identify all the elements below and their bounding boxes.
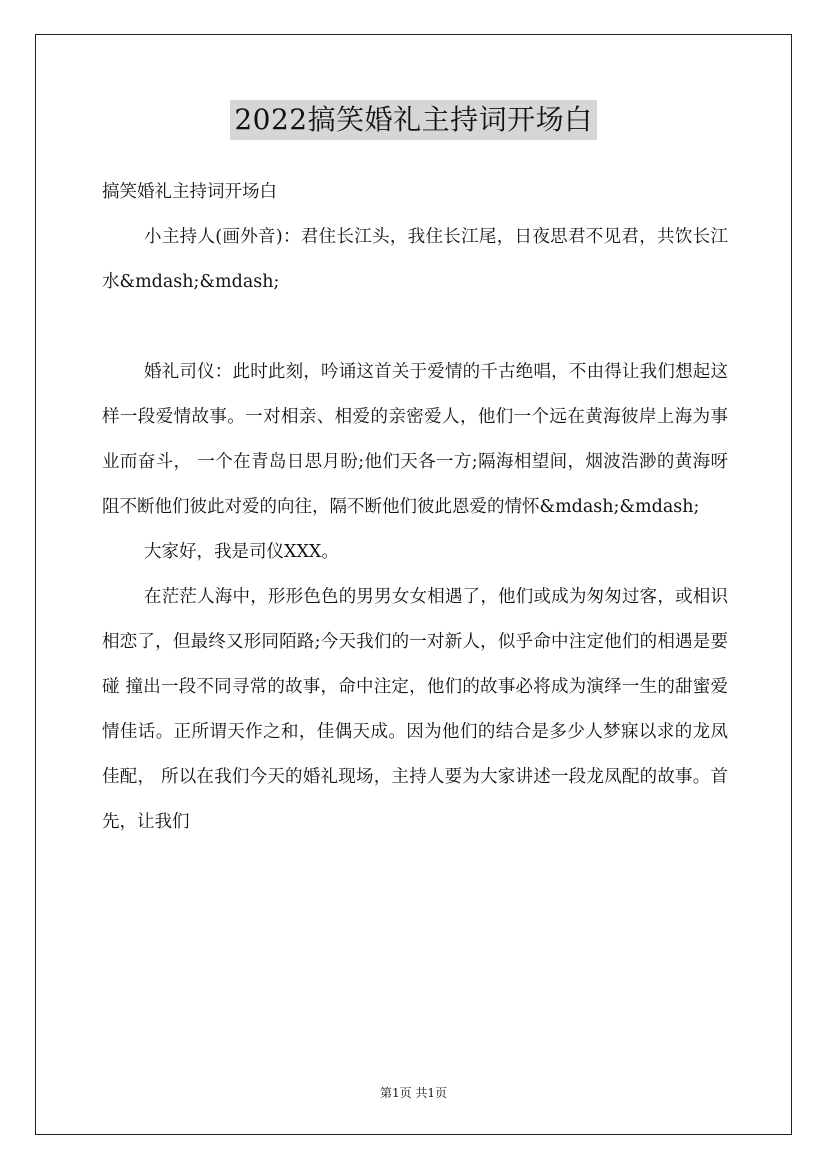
blank-line bbox=[102, 305, 728, 350]
paragraph-meeting: 在茫茫人海中，形形色色的男男女女相遇了，他们或成为匆匆过客，或相识相恋了，但最终又形同陌路;今天我们的一对新人，似乎命中注定他们的相遇是要碰 撞出一段不同寻常的故事，命中注定，他们的故事必将成为演绎一生的甜蜜爱情佳话。正所谓天作之和，佳偶天成。因为他们的结合是多少人梦寐以求的龙凤佳配， 所以在我们今天的婚礼现场，主持人要为大家讲述一段龙凤配的故事。首先，让我们 bbox=[102, 587, 728, 832]
page-footer: 第1页 共1页 bbox=[379, 1086, 448, 1100]
document-body bbox=[102, 170, 728, 845]
paragraph-emcee-story: 婚礼司仪：此时此刻，吟诵这首关于爱情的千古绝唱，不由得让我们想起这样一段爱情故事。一对相亲、相爱的亲密爱人，他们一个远在黄海彼岸上海为事业而奋斗， 一个在青岛日思月盼;他们天各一方;隔海相望间，烟波浩渺的黄海呀阻不断他们彼此对爱的向往，隔不断他们彼此恩爱的情怀&mdash;&mdash; bbox=[102, 362, 728, 517]
paragraph-host-voiceover: 小主持人(画外音)：君住长江头，我住长江尾，日夜思君不见君，共饮长江水&mdash;&mdash; bbox=[102, 227, 728, 292]
title-container bbox=[0, 100, 827, 140]
document-title: 2022搞笑婚礼主持词开场白 bbox=[230, 100, 596, 140]
document-subtitle: 搞笑婚礼主持词开场白 bbox=[102, 182, 277, 202]
paragraph-greeting: 大家好，我是司仪XXX。 bbox=[144, 542, 339, 562]
